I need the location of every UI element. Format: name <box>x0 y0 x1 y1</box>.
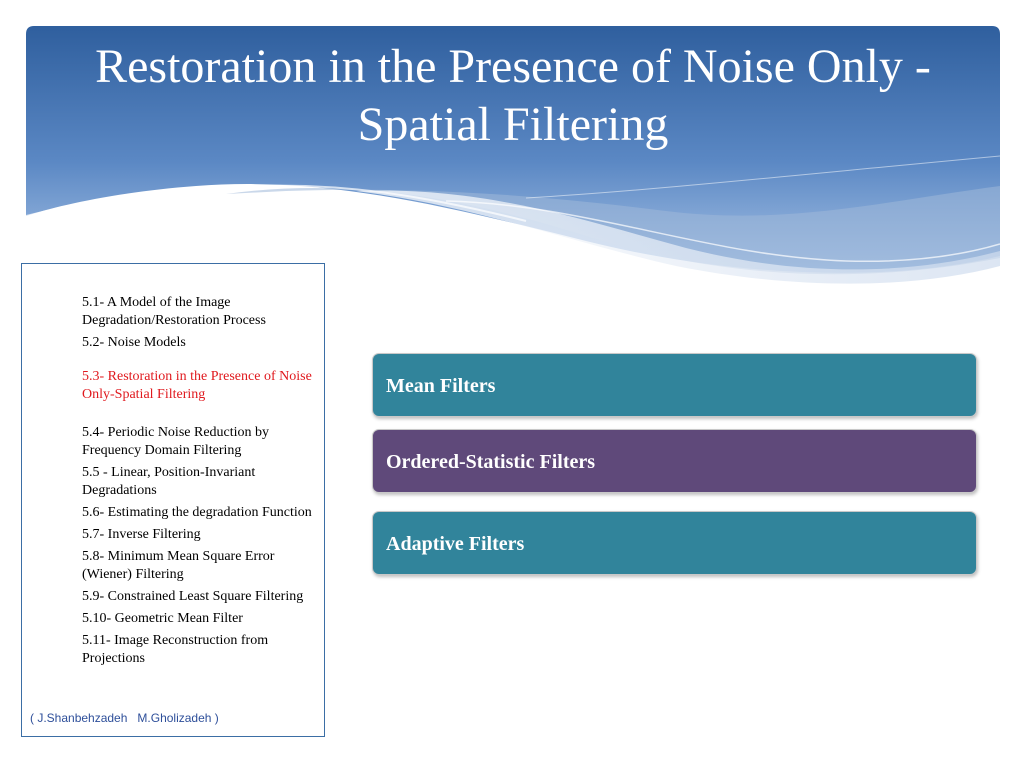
table-of-contents-panel <box>21 263 325 737</box>
page-title: Restoration in the Presence of Noise Only - Spatial Filtering <box>95 40 931 151</box>
toc-item-5-4[interactable]: 5.4- Periodic Noise Reduction by Frequency Domain Filtering <box>82 425 270 458</box>
adaptive-filters-box[interactable]: Adaptive Filters <box>372 511 977 575</box>
ordered-statistic-filters-box[interactable]: Ordered-Statistic Filters <box>372 429 977 493</box>
toc-item-5-5[interactable]: 5.5 - Linear, Position-Invariant Degradations <box>82 465 256 498</box>
toc-item-5-1[interactable]: 5.1- A Model of the Image Degradation/Restoration Process <box>82 295 266 328</box>
toc-item-5-11[interactable]: 5.11- Image Reconstruction from Projections <box>82 633 269 666</box>
toc-item-5-7[interactable]: 5.7- Inverse Filtering <box>82 527 201 542</box>
toc-item-5-10[interactable]: 5.10- Geometric Mean Filter <box>82 611 243 626</box>
toc-item-5-6[interactable]: 5.6- Estimating the degradation Function <box>82 505 312 520</box>
toc-item-5-3-active[interactable]: 5.3- Restoration in the Presence of Noise Only-Spatial Filtering <box>82 369 312 402</box>
toc-list <box>82 294 317 672</box>
mean-filters-box[interactable]: Mean Filters <box>372 353 977 417</box>
toc-item-5-9[interactable]: 5.9- Constrained Least Square Filtering <box>82 589 304 604</box>
toc-item-5-2[interactable]: 5.2- Noise Models <box>82 335 186 350</box>
toc-item-5-8[interactable]: 5.8- Minimum Mean Square Error (Wiener) Filtering <box>82 549 275 582</box>
author-footer: ( J.Shanbehzadeh M.Gholizadeh ) <box>30 711 219 725</box>
